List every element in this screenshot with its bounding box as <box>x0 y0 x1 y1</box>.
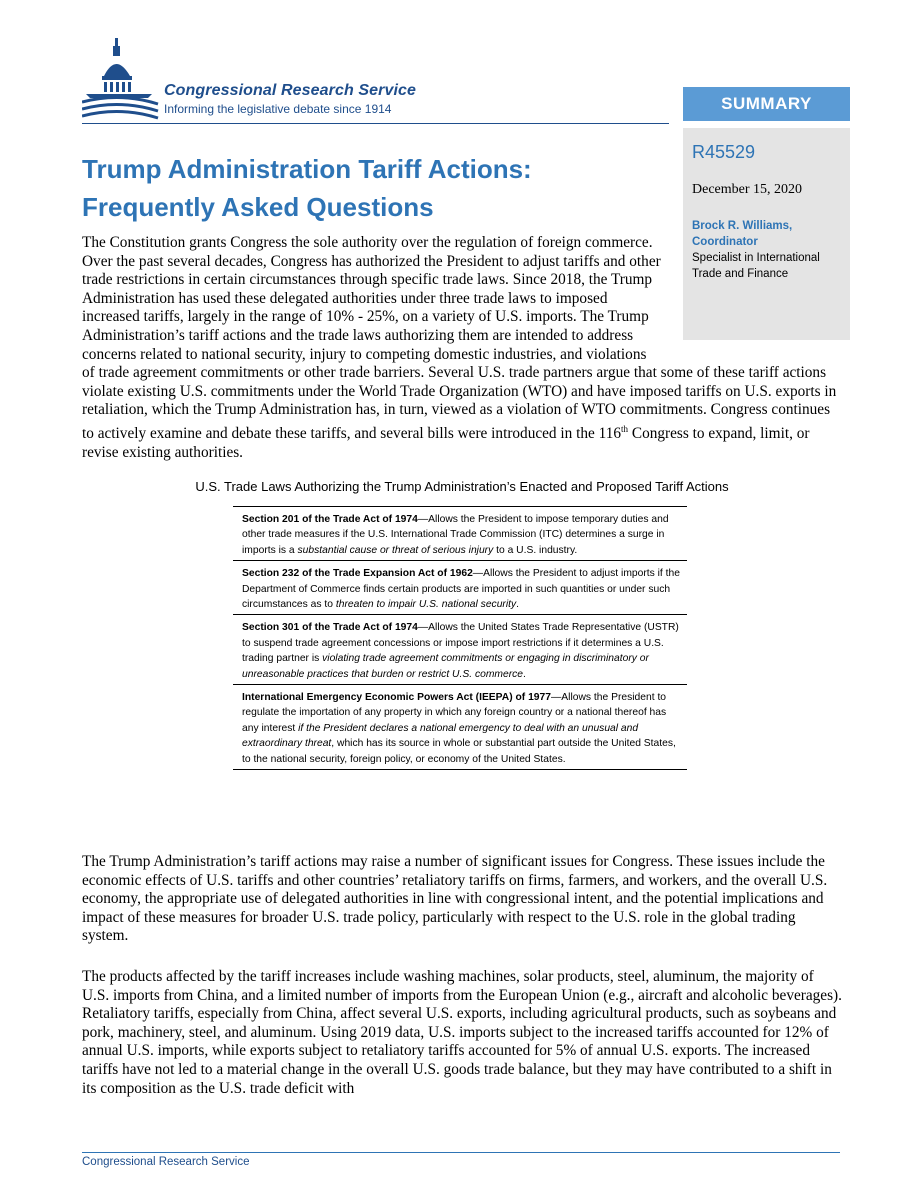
products-paragraph: The products affected by the tariff increases include washing machines, solar products, steel, aluminum, the majority of U.S. imports from China, and a limited number of imports from the European Union (e.g., aircraft and alcoholic beverages). Retaliatory tariffs, especially from China, affect several U.S. exports, including agricultural products, such as soybeans and pork, machinery, steel, and aluminum. Using 2019 data, U.S. imports subject to the increased tariffs accounted for 12% of annual U.S. imports, while exports subject to retaliatory tariffs accounted for 5% of annual U.S. exports. The increased tariffs have not led to a material change in the overall U.S. goods trade balance, but they may have contributed to a shift in its composition as the U.S. trade deficit with <box>82 968 842 1097</box>
table-row <box>233 561 687 615</box>
row-heading: Section 232 of the Trade Expansion Act of 1962 <box>242 568 473 580</box>
row-italic: threaten to impair U.S. national security <box>335 599 517 611</box>
intro-text: The Constitution grants Congress the sole authority over the regulation of foreign commerce. Over the past several decades, Congress has authorized the President to adjust tariffs and other trade restrictions in certain circumstances through specific trade laws. Since 2018, the Trump Administration has used these delegated authorities under three trade laws to imposed increased tariffs, largely in the range of 10% - 25%, on a variety of U.S. imports. The Trump Administration’s tariff actions and the trade laws authorizing them are intended to address concerns related to national security, injury to competing domestic industries, and violations of trade agreement commitments or other trade barriers. Several U.S. trade partners argue that some of these tariff actions violate existing U.S. commitments under the World Trade Organization (WTO) and have imposed tariffs on U.S. exports in retaliation, which the Trump Administration has, in turn, viewed as a violation of WTO commitments. Congress continues to actively examine and debate these tariffs, and several bills were introduced in the 116 <box>82 234 837 443</box>
intro-superscript: th <box>621 423 629 434</box>
row-tail: . <box>516 599 520 611</box>
row-italic: violating trade agreement commitments or engaging in discriminatory or unreasonable practices that burden or restrict U.S. commerce <box>242 653 649 680</box>
report-number: R45529 <box>692 142 756 162</box>
row-italic: if the President declares a national emergency to deal with an unusual and extraordinary threat <box>242 722 639 750</box>
header-divider <box>82 123 669 124</box>
row-tail: . <box>523 668 526 680</box>
report-date: December 15, 2020 <box>692 182 803 197</box>
table-row <box>233 685 687 770</box>
summary-heading: SUMMARY <box>683 87 850 121</box>
org-name: Congressional Research Service <box>164 82 417 99</box>
intro-paragraph <box>82 234 842 462</box>
author-name: Brock R. Williams, <box>692 220 793 232</box>
author-role: Coordinator <box>692 236 758 248</box>
row-text: —Allows the President to impose temporary duties and other trade measures if the U.S. International Trade Commission (ITC) determines a surge in imports is a <box>242 514 669 556</box>
row-text: —Allows the United States Trade Representative (USTR) to suspend trade agreement concessions or impose import restrictions if it determines a U.S. trading partner is <box>242 622 679 665</box>
row-heading: Section 301 of the Trade Act of 1974 <box>242 622 418 634</box>
row-tail: to a U.S. industry. <box>493 544 578 556</box>
footer-text: Congressional Research Service <box>82 1156 250 1168</box>
page-title <box>82 150 672 226</box>
trade-laws-table <box>233 506 687 770</box>
footer-divider <box>82 1152 840 1153</box>
title-line-1: Trump Administration Tariff Actions: <box>82 154 532 184</box>
author-title: Specialist in International Trade and Finance <box>692 252 820 280</box>
intro-text-end: Congress to expand, limit, or revise existing authorities. <box>82 425 810 461</box>
capitol-dome-logo-icon <box>82 36 160 122</box>
table-title: U.S. Trade Laws Authorizing the Trump Administration’s Enacted and Proposed Tariff Actions <box>195 479 729 494</box>
row-heading: International Emergency Economic Powers Act (IEEPA) of 1977 <box>242 692 551 704</box>
title-line-2: Frequently Asked Questions <box>82 192 434 222</box>
row-italic: substantial cause or threat of serious injury <box>297 544 494 556</box>
table-row <box>233 507 687 561</box>
row-tail: , which has its source in whole or substantial part outside the United States, to the national security, foreign policy, or economy of the United States. <box>242 738 676 765</box>
row-text: —Allows the President to adjust imports if the Department of Commerce finds certain products are imported in such quantities or under such circumstances as to <box>242 568 680 611</box>
issues-paragraph: The Trump Administration’s tariff actions may raise a number of significant issues for Congress. These issues include the economic effects of U.S. tariffs and other countries’ retaliatory tariffs on firms, farmers, and workers, and the overall U.S. economy, the appropriate use of delegated authorities in line with congressional intent, and the potential implications and impact of these measures for broader U.S. trade policy, particularly with respect to the U.S. role in the global trading system. <box>82 853 828 945</box>
row-heading: Section 201 of the Trade Act of 1974 <box>242 514 418 525</box>
org-tagline: Informing the legislative debate since 1914 <box>164 102 392 116</box>
row-text: —Allows the President to regulate the importation of any property in which any foreign country or a national thereof has any interest <box>242 692 667 734</box>
table-row <box>233 615 687 685</box>
